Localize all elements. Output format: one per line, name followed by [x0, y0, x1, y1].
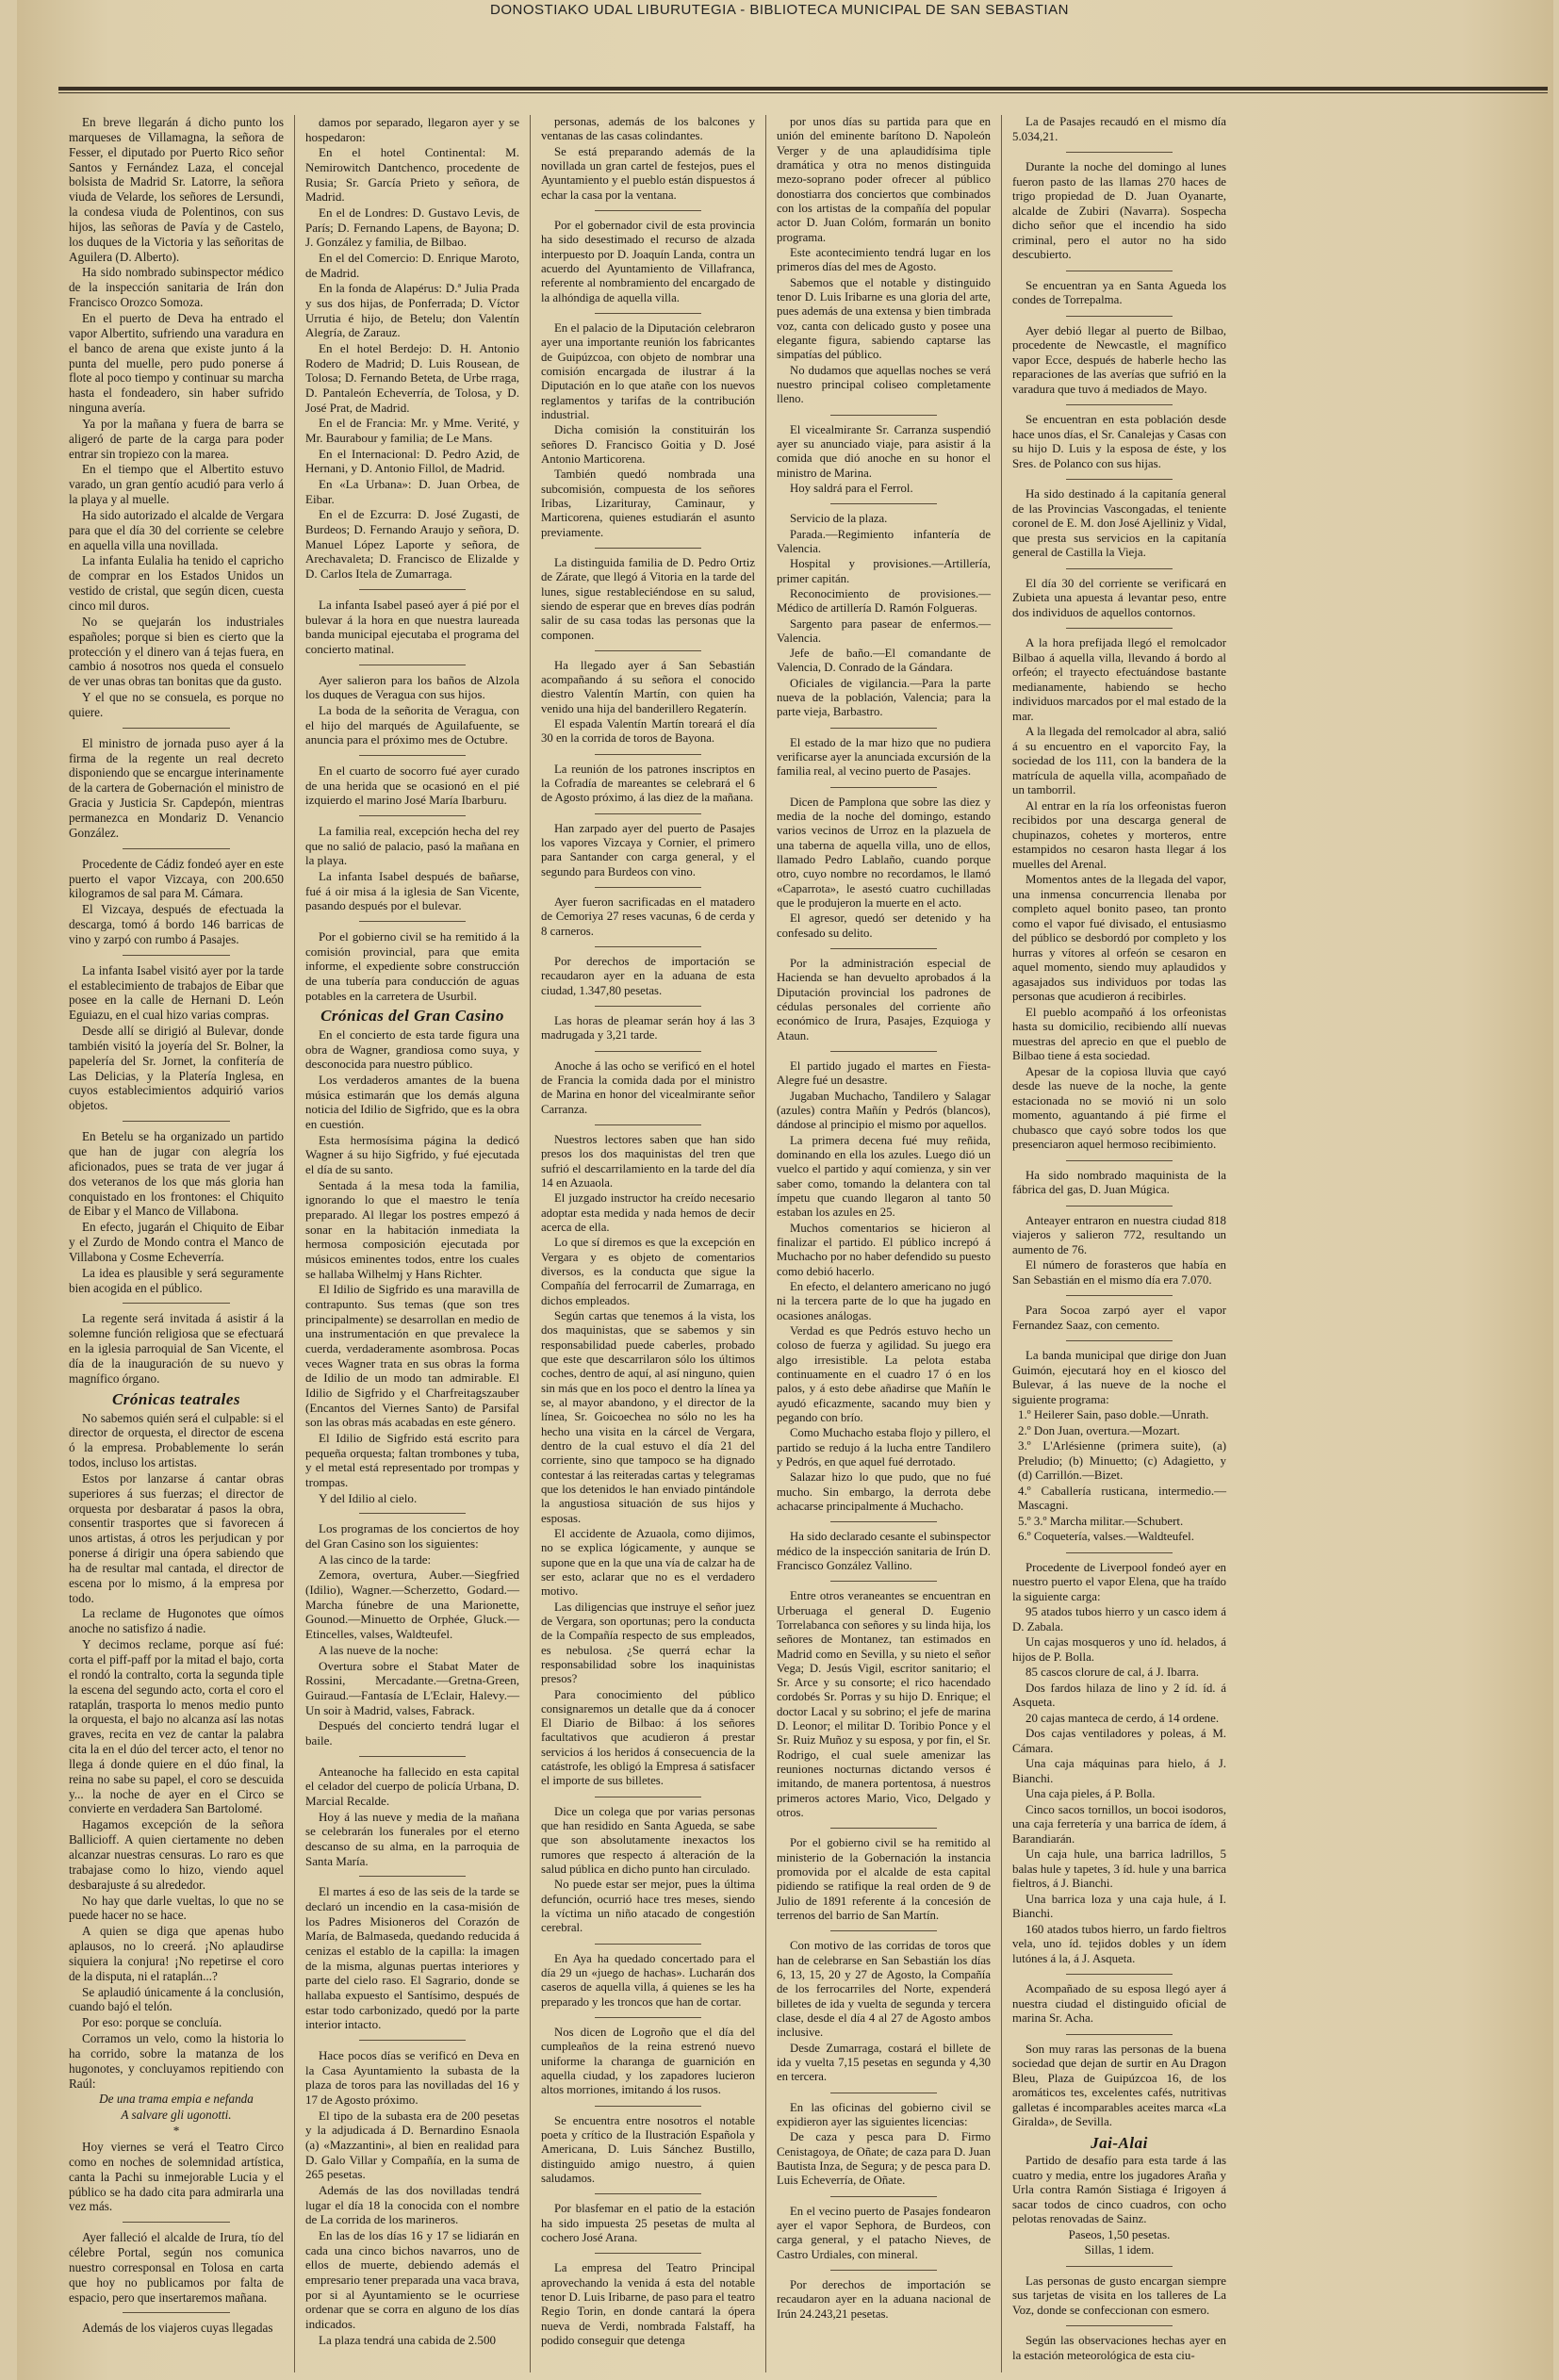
centered-line: Paseos, 1,50 pesetas. — [1068, 2227, 1171, 2241]
centered-line: Sillas, 1 idem. — [1084, 2243, 1155, 2257]
news-paragraph: Después del concierto tendrá lugar el baile. — [305, 1718, 519, 1748]
item-separator — [830, 503, 938, 504]
news-paragraph: Desde allí se dirigió al Bulevar, donde también visitó la joyería del Sr. Bolner, la papelería del Sr. Jornet, la confitería de Las Delicias, y la Platería Inglesa, en cuyos establecimientos adquirió varios objetos. — [69, 1024, 284, 1113]
news-paragraph: Y el que no se consuela, es porque no quiere. — [69, 690, 284, 719]
news-paragraph: Nuestros lectores saben que han sido presos los dos maquinistas del tren que sufrió el descarrilamiento en la tarde del día 14 en Azuaola. — [541, 1133, 755, 1190]
item-separator — [1066, 152, 1173, 153]
news-paragraph: El día 30 del corriente se verificará en Zubieta una apuesta á levantar peso, entre dos individuos de aquellos contornos. — [1012, 576, 1226, 619]
news-paragraph: El martes á eso de las seis de la tarde se declaró un incendio en la casa-misión de los Padres Misioneros del Corazón de María, de Balmaseda, quedando reducida á cenizas el establo de la capilla: la imagen de la misma, algunas puertas interiores y parte del cielo raso. El Sagrario, donde se hallaba expuesto el Santísimo, después de estar todo carbonizado, quedó por la parte interior intacto. — [305, 1884, 519, 2032]
news-paragraph: Hace pocos días se verificó en Deva en la Casa Ayuntamiento la subasta de la plaza de toros para las novilladas del 16 y 17 de Agosto próximo. — [305, 2047, 519, 2107]
news-paragraph: Jugaban Muchacho, Tandilero y Salagar (azules) contra Mañín y Pedrós (blancos), dándose al principio el mismo por aquellos. — [777, 1089, 991, 1132]
item-separator — [1066, 628, 1173, 629]
news-paragraph: En Aya ha quedado concertado para el día 29 un «juego de hachas». Lucharán dos caseros de aquella villa, á quienes se les ha preparado y les troncos que han de cortar. — [541, 1951, 755, 2009]
column-3 — [530, 115, 765, 2372]
news-paragraph: El agresor, quedó ser detenido y ha confesado su delito. — [777, 911, 991, 940]
news-paragraph: No dudamos que aquellas noches se verá nuestro principal coliseo completamente lleno. — [777, 363, 991, 406]
news-paragraph: Para Socoa zarpó ayer el vapor Fernandez Saaz, con cemento. — [1012, 1304, 1226, 1332]
news-paragraph: Cinco sacos tornillos, un bocoi isodoros, una caja ferretería y una barrica de ídem, á Barandiarán. — [1012, 1802, 1226, 1846]
news-paragraph: Oficiales de vigilancia.—Para la parte nueva de la población, Valencia; para la parte vieja, Barbastro. — [777, 676, 991, 719]
news-paragraph: También quedó nombrada una subcomisión, compuesta de los señores Iribas, Lizarituray, Caminaur, y Marticorena, quienes estudiarán el asunto previamente. — [541, 468, 755, 539]
news-paragraph: Parada.—Regimiento infantería de Valencia. — [777, 527, 991, 555]
item-separator — [830, 787, 938, 788]
item-separator — [595, 946, 702, 947]
news-paragraph: Dice un colega que por varias personas que han residido en Santa Agueda, se sabe que son absolutamente inexactos los rumores que respecto á alteración de la salud pública en dicho punto han circulado. — [541, 1804, 755, 1877]
news-paragraph: Entre otros veraneantes se encuentran en Urberuaga el general D. Eugenio Torrelabanca con señores y su linda hija, los señores de Montanez, tan estimados en Madrid como en Sevilla, y su nieto el señor Vega; D. Jesús Vigil, escritor sanitario; el Sr. Arce y su consorte; el rico hacendado cordobés Sr. Porras y su hijo D. Enrique; el doctor Lacal y su sobrino; el jefe de marina D. Leonor; el militar D. Toribio Ponce y el Sr. Ruiz Muñoz y su esposa, y por fin, el Sr. Rodrigo, el cual suele amenizar las reuniones nocturnas dictando versos é imitando, de manera portentosa, á nuestros primeros actores Mario, Vico, Delgado y otros. — [777, 1589, 991, 1820]
news-paragraph: En el puerto de Deva ha entrado el vapor Albertito, sufriendo una varadura en el banco de arena que existe junto á la punta del muelle, pero pudo ponerse á flote al poco tiempo y continuar su marcha hasta el fondeadero, sin haber sufrido ninguna avería. — [69, 310, 284, 416]
news-paragraph: Según las observaciones hechas ayer en la estación meteorológica de esta ciu- — [1012, 2334, 1226, 2362]
item-separator — [359, 1876, 467, 1877]
news-paragraph: La banda municipal que dirige don Juan Guimón, ejecutará hoy en el kiosco del Bulevar, á las nueve de la noche el siguiente programa: — [1012, 1349, 1226, 1406]
item-separator — [123, 2222, 230, 2223]
news-paragraph: Una barrica loza y una caja hule, á I. Bianchi. — [1012, 1892, 1226, 1920]
news-paragraph: Las personas de gusto encargan siempre sus tarjetas de visita en los talleres de La Voz, donde se confeccionan con esmero. — [1012, 2273, 1226, 2317]
news-paragraph: Sentada á la mesa toda la familia, ignorando lo que el maestro le tenía preparado. Al llegar los postres empezó á sonar en la habitación inmediata la hermosa composición ejecutada por músicos eminentes todos, entre los cuales se hallaba Wilhelmj y Hans Richter. — [305, 1177, 519, 1281]
item-separator — [830, 2270, 938, 2271]
news-paragraph: Hoy viernes se verá el Teatro Circo como en noches de solemnidad artística, canta la Pachi su inmejorable Lucia y el público se ha dado cita para admirarla una vez más. — [69, 2140, 284, 2214]
news-paragraph: Este acontecimiento tendrá lugar en los primeros días del mes de Agosto. — [777, 245, 991, 274]
news-paragraph: El ministro de jornada puso ayer á la firma de la regente un real decreto disponiendo que se encargue interinamente de la cartera de Gobernación el ministro de Gracia y Justicia Sr. Capdepón, mientras permanezca en Mondariz D. Venancio González. — [69, 735, 284, 840]
news-paragraph: Hoy saldrá para el Ferrol. — [790, 481, 913, 495]
news-paragraph: Lo que sí diremos es que la excepción en Vergara y es objeto de comentarios diversos, es la conducta que sigue la Compañía del ferrocarril de Zumarraga, en dichos empleados. — [541, 1236, 755, 1307]
item-separator — [123, 728, 230, 729]
item-separator — [595, 650, 702, 651]
news-paragraph: Partido de desafío para esta tarde á las cuatro y media, entre los jugadores Araña y Urla contra Ramón Sistiaga é Irigoyen á sacar todos de cinco cuadros, con ocho pelotas renovadas de Sainz. — [1012, 2154, 1226, 2225]
news-paragraph: En el hotel Berdejo: D. H. Antonio Rodero de Madrid; D. Luis Rousean, de Tolosa; D. Fernando Beteta, de Urbe rraga, D. Pantaleón Echeverría, de Tolosa, y D. José Prat, de Madrid. — [305, 341, 519, 415]
news-paragraph: En el hotel Continental: M. Nemirowitch Dantchenco, procedente de Rusia; Sr. García Prieto y señora, de Madrid. — [305, 145, 519, 205]
item-separator — [1066, 2325, 1173, 2326]
news-paragraph: Ha sido declarado cesante el subinspector médico de la inspección sanitaria de Irún D. Francisco González Vallino. — [777, 1530, 991, 1572]
news-paragraph: Se encuentran en esta población desde hace unos días, el Sr. Canalejas y Casas con su hijo D. Luis y la esposa de éste, y los Sres. de Polanco con sus hijas. — [1012, 413, 1226, 470]
news-paragraph: En breve llegarán á dicho punto los marqueses de Villamagna, la señora de Fesser, el diputado por Puerto Rico señor Santos y Fernández Laza, el concejal bolsista de Madrid Sr. Latorre, la señora viuda de Velarde, los señores de Lersundi, la condesa viuda de Polentinos, con sus hijos, las señoras de Pavía y de Castelo, los duques de la Victoria y las señoritas de Aguilera (D. Alberto). — [69, 115, 284, 264]
column-1 — [58, 115, 294, 2372]
news-paragraph: por unos días su partida para que en unión del eminente barítono D. Napoleón Verger y de una aplaudidísima tiple dramática y otra no menos distinguida mezo-soprano poder ofrecer al público donostiarra dos conciertos que combinados con los artistas de la compañía del popular actor D. Juan Colóm, formarán un bonito programa. — [777, 115, 991, 244]
item-separator — [595, 210, 702, 211]
item-separator — [1066, 1974, 1173, 1975]
news-paragraph: Hagamos excepción de la señora Ballicioff. A quien ciertamente no deben alcanzar nuestras censuras. Lo raro es que trabajase como lo hizo, viendo aquel desbarajuste á su alrededor. — [69, 1817, 284, 1892]
news-paragraph: Dos cajas ventiladores y poleas, á M. Cámara. — [1012, 1727, 1226, 1755]
news-paragraph: Se encuentran ya en Santa Agueda los condes de Torrepalma. — [1012, 278, 1226, 306]
news-paragraph: Los verdaderos amantes de la buena música estimarán que los demás alguna noticia del Idilio de Sigfrido, que es la obra en cuestión. — [305, 1072, 519, 1131]
item-separator — [359, 755, 467, 756]
news-paragraph: La reunión de los patrones inscriptos en la Cofradía de mareantes se celebrará el 6 de Agosto próximo, á las diez de la mañana. — [541, 762, 755, 805]
news-paragraph: Servicio de la plaza. — [790, 512, 888, 526]
news-paragraph: La reclame de Hugonotes que oímos anoche no satisfizo á nadie. — [69, 1606, 284, 1636]
news-paragraph: Ayer falleció el alcalde de Irura, tío del célebre Portal, según nos comunica nuestro corresponsal en Tolosa en carta que hoy no publicamos por falta de espacio, pero que insertaremos mañana. — [69, 2230, 284, 2305]
item-separator — [595, 1124, 702, 1125]
news-paragraph: Por derechos de importación se recaudaron ayer en la aduana nacional de Irún 24.243,21 pesetas. — [777, 2277, 991, 2321]
news-paragraph: No sabemos quién será el culpable: si el director de orquesta, el director de escena ó la empresa. Probablemente lo serán todos, incluso los artistas. — [69, 1410, 284, 1470]
news-paragraph: Como Muchacho estaba flojo y pillero, el partido se redujo á la lucha entre Tandilero y Pedrós, en que aquel fué derrotado. — [777, 1426, 991, 1469]
news-paragraph: damos por separado, llegaron ayer y se hospedaron: — [305, 115, 519, 144]
news-paragraph: Apesar de la copiosa lluvia que cayó desde las nueve de la noche, la gente estacionada no se movió ni un solo momento, aguantando á pié firme el chubasco que cayó sobre todos los que presenciaron aquel hermoso recibimiento. — [1012, 1064, 1226, 1151]
news-paragraph: Acompañado de su esposa llegó ayer á nuestra ciudad el distinguido oficial de marina Sr. Acha. — [1012, 1982, 1226, 2025]
item-separator — [595, 1944, 702, 1945]
centered-line: De una trama empia e nefanda — [99, 2092, 254, 2107]
item-separator — [830, 728, 938, 729]
item-separator — [595, 1051, 702, 1052]
section-heading: Jai-Alai — [1091, 2133, 1148, 2152]
item-separator — [595, 1006, 702, 1007]
news-paragraph: En el cuarto de socorro fué ayer curado de una herida que se ocasionó en el pié izquierdo el marino José María Ibarburu. — [305, 763, 519, 808]
news-paragraph: Estos por lanzarse á cantar obras superiores á sus fuerzas; el director de orquesta por desbaratar á pasos la obra, consentir trasportes que si favorecen á unos artistas, á otros les perjudican y por ponerse á dirigir una ópera sabiendo que ha de resultar mal cantada, el director de escena por lo mismo, á la empresa por todo. — [69, 1470, 284, 1605]
news-paragraph: En el Internacional: D. Pedro Azid, de Hernani, y D. Antonio Fillol, de Madrid. — [305, 446, 519, 476]
news-paragraph: 20 cajas manteca de cerdo, á 14 ordene. — [1026, 1711, 1220, 1725]
item-separator — [830, 1930, 938, 1931]
news-paragraph: El Idilio de Sigfrido está escrito para pequeña orquesta; faltan trombones y tuba, y el metal está representado por trompas y trompas. — [305, 1431, 519, 1490]
item-separator — [1066, 1160, 1173, 1161]
news-paragraph: Además de las dos novilladas tendrá lugar el día 18 la conocida con el nombre de La corrida de los marineros. — [305, 2183, 519, 2227]
item-separator — [123, 848, 230, 849]
news-paragraph: Por el gobierno civil se ha remitido á la comisión provincial, para que emita informe, el expediente sobre construcción de una tubería para conducción de aguas potables en la carretera de Usurbil. — [305, 928, 519, 1003]
news-paragraph: Procedente de Liverpool fondeó ayer en nuestro puerto el vapor Elena, que ha traído la siguiente carga: — [1012, 1560, 1226, 1603]
news-paragraph: Sabemos que el notable y distinguido tenor D. Luis Iribarne es una gloria del arte, pues además de una extensa y bien timbrada voz, canta con delicado gusto y posee una elegante figura, sabiendo captarse las simpatías del público. — [777, 275, 991, 362]
news-paragraph: El Idilio de Sigfrido es una maravilla de contrapunto. Sus temas (que son tres principalmente) se desarrollan en medio de una instrumentación en que prevalece la cuerda, verdaderamente asombrosa. Pocas veces Wagner trata en sus obras la forma de Idilio de un modo tan admirable. El Idilio de Sigfrido y el Charfreitagszauber (Encantos del Viernes Santo) de Parsifal son las obras más acabadas en este género. — [305, 1282, 519, 1430]
item-separator — [1066, 479, 1173, 480]
news-paragraph: Se encuentra entre nosotros el notable poeta y crítico de la Ilustración Española y Americana, D. Luis Sánchez Bustillo, distinguido amigo nuestro, á quien saludamos. — [541, 2113, 755, 2186]
news-paragraph: Por derechos de importación se recaudaron ayer en la aduana de esta ciudad, 1.347,80 pesetas. — [541, 955, 755, 997]
news-paragraph: Procedente de Cádiz fondeó ayer en este puerto el vapor Vizcaya, con 200.650 kilogramos de sal para M. Cámara. — [69, 856, 284, 901]
news-paragraph: En Betelu se ha organizado un partido que han de jugar con alegría los aficionados, pues se trata de ver jugar á dos veteranos de los que más gloria han conquistado en los frontones: el Chiquito de Eibar y el Manco de Villabona. — [69, 1129, 284, 1219]
news-paragraph: Anteayer entraron en nuestra ciudad 818 viajeros y salieron 772, resultando un aumento de 76. — [1012, 1213, 1226, 1256]
item-separator — [595, 887, 702, 888]
news-paragraph: Overtura sobre el Stabat Mater de Rossini, Mercadante.—Gretna-Green, Guiraud.—Fantasía de L'Eclair, Halevy.—Un soir à Madrid, valses, Fabrack. — [305, 1658, 519, 1717]
news-paragraph: Desde Zumarraga, costará el billete de ida y vuelta 7,15 pesetas en segunda y 4,30 en tercera. — [777, 2041, 991, 2084]
item-separator — [595, 2253, 702, 2254]
news-paragraph: La infanta Isabel después de bañarse, fué á oir misa á la iglesia de San Vicente, pasando después por el bulevar. — [305, 868, 519, 913]
item-separator — [830, 1828, 938, 1829]
news-paragraph: En el de Francia: Mr. y Mme. Verité, y Mr. Baurabour y familia; de Le Mans. — [305, 416, 519, 446]
news-paragraph: El vicealmirante Sr. Carranza suspendió ayer su anunciado viaje, para asistir á la comida que dió anoche en su honor el ministro de Marina. — [777, 422, 991, 480]
news-paragraph: La infanta Isabel paseó ayer á pié por el bulevar á la hora en que nuestra laureada banda municipal ejecutaba el programa del concierto matinal. — [305, 597, 519, 656]
news-paragraph: Para conocimiento del público consignaremos un detalle que da á conocer El Diario de Bilbao: á los señores facultativos que acudieron á prestar servicios á los heridos á consecuencia de la catástrofe, les obligó la Empresa á satisfacer el importe de sus billetes. — [541, 1687, 755, 1788]
item-separator — [1066, 568, 1173, 569]
item-separator — [595, 313, 702, 314]
news-paragraph: Ha sido nombrado maquinista de la fábrica del gas, D. Juan Múgica. — [1012, 1168, 1226, 1196]
news-paragraph: Dicha comisión la constituirán los señores D. Francisco Goitia y D. José Antonio Marticorena. — [541, 423, 755, 466]
news-paragraph: El espada Valentín Martín toreará el día 30 en la corrida de toros de Bayona. — [541, 717, 755, 746]
news-paragraph: El pueblo acompañó á los orfeonistas hasta su domicilio, recibiendo allí nuevas muestras del aprecio en que el pueblo de Bilbao tiene á esta sociedad. — [1012, 1005, 1226, 1062]
centered-line: * — [172, 2124, 180, 2139]
item-separator — [1066, 1295, 1173, 1296]
item-separator — [359, 589, 467, 590]
news-paragraph: Ha sido nombrado subinspector médico de la inspección sanitaria de Irán don Francisco Orozco Somoza. — [69, 265, 284, 310]
news-paragraph: 85 cascos clorure de cal, á J. Ibarra. — [1026, 1666, 1199, 1679]
news-paragraph: Los programas de los conciertos de hoy del Gran Casino son los siguientes: — [305, 1521, 519, 1551]
item-separator — [1066, 316, 1173, 317]
news-paragraph: Y del Idilio al cielo. — [319, 1490, 418, 1505]
column-5 — [1001, 115, 1237, 2372]
news-paragraph: Por blasfemar en el patio de la estación ha sido impuesta 25 pesetas de multa al cochero José Arana. — [541, 2202, 755, 2244]
news-paragraph: La idea es plausible y será seguramente bien acogida en el público. — [69, 1265, 284, 1295]
news-paragraph: Zemora, overtura, Auber.—Siegfried (Idilio), Wagner.—Scherzetto, Godard.—Marcha fúnebre de una Marionette, Gounod.—Minuetto de Orphée, Gluck.—Etincelles, valses, Waldteufel. — [305, 1568, 519, 1642]
program-item: 6.º Coquetería, valses.—Waldteufel. — [1018, 1530, 1194, 1543]
news-paragraph: Han zarpado ayer del puerto de Pasajes los vapores Vizcaya y Cornier, el primero para Santander con carga general, y el segundo para Burdeos con vino. — [541, 821, 755, 878]
item-separator — [1066, 404, 1173, 405]
top-rule — [58, 87, 1548, 93]
news-paragraph: Además de los viajeros cuyas llegadas — [82, 2321, 273, 2336]
item-separator — [123, 2312, 230, 2313]
news-paragraph: Nos dicen de Logroño que el día del cumpleaños de la reina estrenó nuevo uniforme la charanga de guarnición en aquella ciudad, y los zapadores lucieron altos morriones, imitando á los rusos. — [541, 2026, 755, 2097]
news-paragraph: Anteanoche ha fallecido en esta capital el celador del cuerpo de policía Urbana, D. Marcial Recalde. — [305, 1764, 519, 1808]
news-paragraph: La primera decena fué muy reñida, dominando en ella los azules. Luego dió un vuelco el partido y aquí comienza, y sin ver saber como, tomando la delantera con tal ímpetu que cuando llegaron al tanto 50 estaban los azules en 25. — [777, 1133, 991, 1220]
news-paragraph: Ayer fueron sacrificadas en el matadero de Cemoriya 27 reses vacunas, 6 de cerda y 8 carneros. — [541, 895, 755, 938]
news-paragraph: En «La Urbana»: D. Juan Orbea, de Eibar. — [305, 477, 519, 506]
item-separator — [359, 921, 467, 922]
news-paragraph: Durante la noche del domingo al lunes fueron pasto de las llamas 270 haces de trigo propiedad de D. Juan Oyanarte, alcalde de Zubiri (Navarra). Sospecha dicho señor que el incendio ha sido criminal, pero el autor no ha sido descubierto. — [1012, 160, 1226, 261]
item-separator — [595, 548, 702, 549]
news-paragraph: Ha llegado ayer á San Sebastián acompañando á su señora el conocido diestro Valentín Martín, con quien ha venido una hija del banderillero Regaterín. — [541, 658, 755, 715]
news-paragraph: Muchos comentarios se hicieron al finalizar el partido. El público increpó á Muchacho por no haber defendido su puesto como debió hacerlo. — [777, 1221, 991, 1278]
program-item: 4.º Caballería rusticana, intermedio.—Mascagni. — [1018, 1484, 1226, 1512]
item-separator — [123, 1121, 230, 1122]
news-paragraph: No hay que darle vueltas, lo que no se puede hacer no se hace. — [69, 1893, 284, 1923]
news-paragraph: La familia real, excepción hecha del rey que no salió de palacio, pasó la mañana en la playa. — [305, 823, 519, 868]
news-paragraph: La regente será invitada á asistir á la solemne función religiosa que se efectuará en la iglesia parroquial de San Vicente, el día de la inauguración de su nuevo y magnífico órgano. — [69, 1311, 284, 1386]
item-separator — [1066, 2266, 1173, 2267]
item-separator — [359, 1756, 467, 1757]
news-paragraph: Ayer salieron para los baños de Alzola los duques de Veragua con sus hijos. — [305, 672, 519, 702]
news-paragraph: Anoche á las ocho se verificó en el hotel de Francia la comida dada por el ministro de Marina en honor del vicealmirante señor Carranza. — [541, 1059, 755, 1116]
news-paragraph: Las diligencias que instruye el señor juez de Vergara, son oportunas; pero la conducta de la Compañía respecto de sus empleados, es nebulosa. ¿Se querrá echar la responsabilidad sobre los inaquinistas presos? — [541, 1600, 755, 1686]
item-separator — [359, 1513, 467, 1514]
news-paragraph: Una caja pieles, á P. Bolla. — [1026, 1787, 1156, 1800]
news-paragraph: Un caja hule, una barrica ladrillos, 5 balas hule y tapetes, 3 íd. hule y una barrica fieltros, á J. Bianchi. — [1012, 1847, 1226, 1890]
column-4 — [765, 115, 1001, 2372]
news-paragraph: En las de los días 16 y 17 se lidiarán en cada una cinco bichos navarros, uno de ellos de muerte, debiendo además el empresario tener preparada una vaca brava, por si al Ayuntamiento se le ocurriese ordenar que se corra en alguno de los días indicados. — [305, 2228, 519, 2332]
news-paragraph: El juzgado instructor ha creído necesario adoptar esta medida y nada hemos de decir acerca de ella. — [541, 1191, 755, 1234]
section-heading: Crónicas teatrales — [111, 1389, 241, 1408]
item-separator — [830, 1051, 938, 1052]
news-paragraph: Jefe de baño.—El comandante de Valencia, D. Conrado de la Gándara. — [777, 647, 991, 675]
item-separator — [1066, 1552, 1173, 1553]
news-paragraph: A la hora prefijada llegó el remolcador Bilbao á aquella villa, llevando á bordo al orfeón; el trayecto efectuándose bastante medianamente, habiendo se hecho individuos marcados por el mal estado de la mar. — [1012, 636, 1226, 723]
item-separator — [595, 2106, 702, 2107]
program-item: 1.º Heilerer Sain, paso doble.—Unrath. — [1018, 1408, 1209, 1421]
news-paragraph: En efecto, jugarán el Chiquito de Eibar y el Zurdo de Mondo contra el Manco de Villabona y Cosme Echeverría. — [69, 1220, 284, 1264]
news-paragraph: Ha sido autorizado el alcalde de Vergara para que el día 30 del corriente se celebre en aquella villa una novillada. — [69, 507, 284, 552]
news-paragraph: En el de Londres: D. Gustavo Levis, de París; D. Fernando Lapens, de Bayona; D. J. González y familia, de Bilbao. — [305, 205, 519, 250]
news-paragraph: No se quejarán los industriales españoles; porque si bien es cierto que la protección y el dinero van á tejas fuera, en cambio á nosotros nos queda el consuelo de ver unas obras tan bonitas que da gusto. — [69, 614, 284, 689]
news-paragraph: La plaza tendrá una cabida de 2.500 — [319, 2332, 497, 2347]
news-paragraph: El Vizcaya, después de efectuada la descarga, tomó á bordo 146 barricas de vino y zarpó con rumbo á Pasajes. — [69, 902, 284, 946]
news-paragraph: Dicen de Pamplona que sobre las diez y media de la noche del domingo, estando varios vecinos de Urroz en la plazuela de una taberna de aquella villa, uno de ellos, llamado Pedro Lablaño, cuando porque otro, cuyo nombre no recordamos, le llamó «Caparrota», le asestó cuatro cuchilladas que le produjeron la muerte en el acto. — [777, 795, 991, 911]
program-item: 3.º L'Arlésienne (primera suite), (a) Preludio; (b) Minuetto; (c) Adagietto, y (d) Carrillón.—Bizet. — [1018, 1439, 1226, 1482]
news-paragraph: Ayer debió llegar al puerto de Bilbao, procedente de Newcastle, el magnífico vapor Ecce, después de haberle hecho las reparaciones de las averías que sufrió en la varadura que tuvo á mediados de Mayo. — [1012, 323, 1226, 396]
news-paragraph: En el de Ezcurra: D. José Zugasti, de Burdeos; D. Fernando Araujo y señora, D. Manuel López Laporte y señora, de Arechavaleta; D. Francisco de Elizalde y D. Carlos Itela de Zumarraga. — [305, 507, 519, 582]
news-paragraph: Al entrar en la ría los orfeonistas fueron recibidos por una descarga general de chupinazos, cohetes y morteros, entre estampidos no cesaron hasta llegar á los muelles del Arenal. — [1012, 798, 1226, 871]
column-2 — [294, 115, 530, 2372]
news-paragraph: La distinguida familia de D. Pedro Ortiz de Zárate, que llegó á Vitoria en la tarde del lunes, sigue restableciéndose en su salud, siendo de esperar que en breves días podrán salir de su casa todas las personas que la componen. — [541, 555, 755, 642]
news-paragraph: Salazar hizo lo que pudo, que no fué mucho. Sin embargo, la derrota debe achacarse principalmente á Muchacho. — [777, 1470, 991, 1513]
news-paragraph: Hoy á las nueve y media de la mañana se celebrarán los funerales por el eterno descanso de su alma, en la parroquia de Santa María. — [305, 1809, 519, 1868]
item-separator — [1066, 1340, 1173, 1341]
article-columns — [58, 115, 1548, 2372]
news-paragraph: Por el gobierno civil se ha remitido al ministerio de la Gobernación la instancia promovida por el alcalde de esta capital pidiendo se ratifique la real orden de 9 de Julio de 1891 referente á la concesión de terrenos del barrio de San Martín. — [777, 1836, 991, 1923]
news-paragraph: Una caja máquinas para hielo, á J. Bianchi. — [1012, 1757, 1226, 1785]
news-paragraph: Corramos un velo, como la historia lo ha corrido, sobre la matanza de los hugonotes, y concluyamos repitiendo con Raúl: — [69, 2031, 284, 2091]
news-paragraph: El accidente de Azuaola, como dijimos, no se explica lógicamente, y aunque se supone que en la que una vía de calzar ha de ser esto, aclarar que no es el verdadero motivo. — [541, 1526, 755, 1599]
news-paragraph: Dos fardos hilaza de lino y 2 íd. íd. á Asqueta. — [1012, 1681, 1226, 1709]
news-paragraph: El número de forasteros que había en San Sebastián en el mismo día era 7.070. — [1012, 1258, 1226, 1287]
news-paragraph: No puede estar ser mejor, pues la última defunción, ocurrió hace tres meses, siendo la víctima un niño atacado de congestión cerebral. — [541, 1878, 755, 1935]
item-separator — [359, 815, 467, 816]
news-paragraph: En efecto, el delantero americano no jugó ni la tercera parte de lo que ha jugado en ocasiones análogas. — [777, 1279, 991, 1322]
news-paragraph: La de Pasajes recaudó en el mismo día 5.034,21. — [1012, 115, 1226, 143]
news-paragraph: El partido jugado el martes en Fiesta-Alegre fué un desastre. — [777, 1059, 991, 1088]
news-paragraph: Ya por la mañana y fuera de barra se aligeró de parte de la carga para poder entrar sin tropiezo con la marea. — [69, 416, 284, 461]
news-paragraph: En el del Comercio: D. Enrique Maroto, de Madrid. — [305, 251, 519, 280]
news-paragraph: Según cartas que tenemos á la vista, los dos maquinistas, que se sabemos y sin responsabilidad puede caberles, probado que este que descarrilaron sólo los últimos coches, dentro de aquí, al así ninguno, quien sin más que en los poco el dentro la línea ya se, al mayor abandono, y el director de la línea, Sr. Goicoechea no sólo no les ha hecho una visita en la cárcel de Vergara, dentro de la cual estuvo el día 21 del corriente, sino que tampoco se ha dignado contestar á las reiteradas cartas y telegramas que los detenidos le han enviado pintándole la angustiosa situación de sus hijos y esposas. — [541, 1308, 755, 1525]
news-paragraph: Por la administración especial de Hacienda se han devuelto aprobados á la Diputación provincial los padrones de cédulas personales del corriente año económico de Irura, Pasajes, Ezquioga y Ataun. — [777, 957, 991, 1042]
item-separator — [595, 813, 702, 814]
news-paragraph: En el vecino puerto de Pasajes fondearon ayer el vapor Sephora, de Burdeos, con carga general, y el patacho Nieves, de Castro Urdiales, con mineral. — [777, 2204, 991, 2261]
program-item: 2.º Don Juan, overtura.—Mozart. — [1018, 1423, 1180, 1437]
news-paragraph: Las horas de pleamar serán hoy á las 3 madrugada y 3,21 tarde. — [541, 1014, 755, 1042]
news-paragraph: En la fonda de Alapérus: D.ª Julia Prada y sus dos hijas, de Ponferrada; D. Víctor Urrutia é hijo, de Betelu; don Valentín Alegría, de Zarauz. — [305, 281, 519, 340]
news-paragraph: Ha sido destinado á la capitanía general de las Provincias Vascongadas, el teniente coronel de E. M. don José Ajelliniz y Vidal, que presta sus servicios en la capitanía general de Castilla la Vieja. — [1012, 487, 1226, 559]
news-paragraph: La empresa del Teatro Principal aprovechando la venida á esta del notable tenor D. Luis Iribarne, de paso para el teatro Regio Torin, en donde cantará la ópera nueva de Verdi, nombrada Falstaff, ha podido conseguir que detenga — [541, 2261, 755, 2347]
news-paragraph: Esta hermosísima página la dedicó Wagner á su hijo Sigfrido, y fué ejecutada el día de su santo. — [305, 1132, 519, 1176]
news-paragraph: Hospital y provisiones.—Artillería, primer capitán. — [777, 557, 991, 585]
centered-line: A salvare gli ugonotti. — [121, 2108, 232, 2123]
news-paragraph: personas, además de los balcones y ventanas de las casas colindantes. — [541, 115, 755, 143]
news-paragraph: En las oficinas del gobierno civil se expidieron ayer las siguientes licencias: — [777, 2100, 991, 2129]
news-paragraph: El tipo de la subasta era de 200 pesetas y la adjudicada á D. Bernardino Esnaola (a) «Mazzantini», al bien en realidad para D. Galo Villar y Compañía, en la suma de 265 pesetas. — [305, 2108, 519, 2182]
news-paragraph: Un cajas mosqueros y uno íd. helados, á hijos de P. Bolla. — [1012, 1635, 1226, 1664]
library-banner: DONOSTIAKO UDAL LIBURUTEGIA - BIBLIOTECA MUNICIPAL DE SAN SEBASTIAN — [490, 2, 1069, 18]
item-separator — [595, 2193, 702, 2194]
item-separator — [595, 754, 702, 755]
item-separator — [123, 955, 230, 956]
item-separator — [123, 1303, 230, 1304]
news-paragraph: 160 atados tubos hierro, un fardo fieltros vela, uno íd. tejidos dobles y un ídem lutónes á la, á J. Asqueta. — [1012, 1922, 1226, 1965]
program-item: 5.º 3.º Marcha militar.—Schubert. — [1018, 1514, 1184, 1528]
news-paragraph: Y decimos reclame, porque así fué: corta el piff-paff por la mitad el bajo, corta el rondó la contralto, corta la segunda tiple la escena del segundo acto, corta el coro el rataplán, trasporta lo menos medio punto la orquesta, el bajo no alcanza así las notas graves, recita en vez de cantar la palabra cita la en el dúo del tercer acto, el tenor no llega á donde quiere en el dúo final, la reina no sabe su papel, el coro se descuida y... la noche de ayer en el Circo se convierte en verdadera San Bartolomé. — [69, 1637, 284, 1816]
section-heading: Crónicas del Gran Casino — [320, 1007, 504, 1026]
news-paragraph: A quien se diga que apenas hubo aplausos, no lo creerá. ¡No aplaudirse siquiera la conjura! ¡No repetirse el coro de la disputa, ni el rataplán...? — [69, 1924, 284, 1983]
news-paragraph: Reconocimiento de provisiones.—Médico de artillería D. Ramón Folgueras. — [777, 586, 991, 616]
news-paragraph: La infanta Isabel visitó ayer por la tarde el establecimiento de trabajos de Eibar que posee en la calle de Hernani D. León Eguiazu, en el cual hizo varias compras. — [69, 962, 284, 1023]
news-paragraph: La boda de la señorita de Veragua, con el hijo del marqués de Aguilafuente, se anuncia para el próximo mes de Octubre. — [305, 702, 519, 747]
item-separator — [359, 2040, 467, 2041]
news-paragraph: En el concierto de esta tarde figura una obra de Wagner, grandiosa como suya, y desconocida para nuestro público. — [305, 1026, 519, 1072]
item-separator — [1066, 2034, 1173, 2035]
news-paragraph: De caza y pesca para D. Firmo Cenistagoya, de Oñate; de caza para D. Juan Bautista Inza, de Segura; y de pesca para D. Luis Echeverría, de Oñate. — [777, 2130, 991, 2188]
item-separator — [830, 415, 938, 416]
news-paragraph: La infanta Eulalia ha tenido el capricho de comprar en los Estados Unidos un vestido de cristal, que según dicen, cuesta cinco mil duros. — [69, 553, 284, 613]
news-paragraph: Por eso: porque se concluía. — [82, 2015, 222, 2030]
item-separator — [830, 1581, 938, 1582]
item-separator — [830, 2196, 938, 2197]
news-paragraph: Por el gobernador civil de esta provincia ha sido desestimado el recurso de alzada interpuesto por D. Joaquín Landa, contra un acuerdo del Ayuntamiento de Villafranca, referente al nombramiento del encargado de la alhóndiga de aquella villa. — [541, 218, 755, 304]
news-paragraph: Se aplaudió únicamente á la conclusión, cuando bajó el telón. — [69, 1984, 284, 2014]
item-separator — [595, 2017, 702, 2018]
news-paragraph: Son muy raras las personas de la buena sociedad que dejan de surtir en Au Dragon Bleu, Plaza de Guipúzcoa 16, de los aromáticos tes, excelentes cafés, nutritivas galletas é incomparables aceites marca «La Giralda», de Sevilla. — [1012, 2042, 1226, 2128]
news-paragraph: En el tiempo que el Albertito estuvo varado, un gran gentío acudió para verlo á la playa y al muelle. — [69, 462, 284, 507]
news-paragraph: Sargento para pasear de enfermos.—Valencia. — [777, 616, 991, 645]
news-paragraph: Verdad es que Pedrós estuvo hecho un coloso de fuerza y agilidad. Su juego era algo irresistible. La pelota estaba continuamente en el cuadro 17 ó en los palos, y á esto debe añadirse que Mañín le ayudó eficazmente, sacando muy bien y pegando con brío. — [777, 1323, 991, 1424]
news-paragraph: Se está preparando además de la novillada un gran cartel de festejos, pues el Ayuntamiento y el pueblo están dispuestos á echar la casa por la ventana. — [541, 144, 755, 202]
news-paragraph: A las cinco de la tarde: — [319, 1551, 432, 1567]
news-paragraph: Momentos antes de la llegada del vapor, una inmensa concurrencia llenaba por completo aquel bonito paseo, tan pronto como el vapor fué divisado, el entusiasmo del público se desbordó por completo y los hurras y vítores al orfeón se cesaron en aquel momento, siendo muy aplaudidos y agasajados sus individuos por todas las personas que acudieron á recibirles. — [1012, 873, 1226, 1003]
news-paragraph: A las nueve de la noche: — [319, 1642, 439, 1657]
news-paragraph: 95 atados tubos hierro y un casco idem á D. Zabala. — [1012, 1605, 1226, 1633]
item-separator — [830, 1521, 938, 1522]
item-separator — [830, 948, 938, 949]
news-paragraph: En el palacio de la Diputación celebraron ayer una importante reunión los fabricantes de Guipúzcoa, con objeto de nombrar una comisión encargada de ilustrar á la Diputación en lo que atañe con los nuevos reglamentos y tarifas de la contribución industrial. — [541, 320, 755, 421]
news-paragraph: A la llegada del remolcador al abra, salió á su encuentro en el vaporcito Fay, la sociedad de los 111, con la bandera de la matrícula de aquella villa, acompañado de un tamborril. — [1012, 725, 1226, 796]
news-paragraph: El estado de la mar hizo que no pudiera verificarse ayer la anunciada excursión de la familia real, al vecino puerto de Pasajes. — [777, 735, 991, 779]
news-paragraph: Con motivo de las corridas de toros que han de celebrarse en San Sebastián los días 6, 13, 15, 20 y 27 de Agosto, la Compañía de los ferrocarriles del Norte, expenderá billetes de ida y vuelta de segunda y tercera clase, desde el día 4 al 27 de Agosto ambos inclusive. — [777, 1939, 991, 2040]
